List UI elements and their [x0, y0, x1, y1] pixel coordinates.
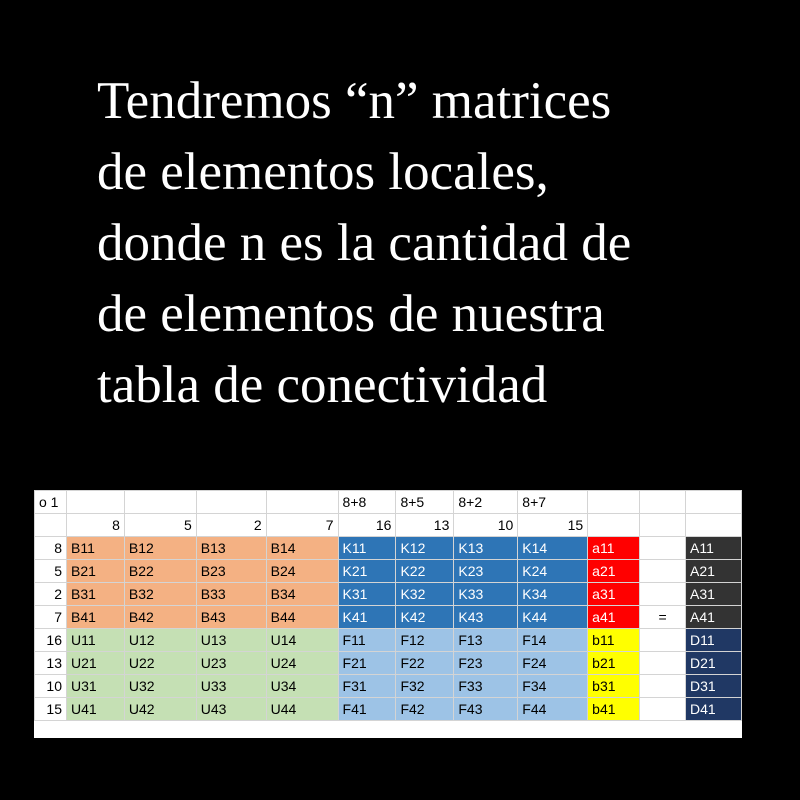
vector-cell: b21 [588, 652, 640, 675]
matrix-cell: K24 [518, 560, 588, 583]
matrix-table [34, 490, 742, 721]
header1-cell: 8+2 [454, 491, 518, 514]
matrix-cell: K23 [454, 560, 518, 583]
result-cell: D21 [686, 652, 742, 675]
header1-cell [588, 491, 640, 514]
row-header: 13 [35, 652, 67, 675]
title-line-3: donde n es la cantidad de [97, 214, 632, 272]
matrix-cell: U24 [266, 652, 338, 675]
matrix-cell: B32 [124, 583, 196, 606]
header1-cell [66, 491, 124, 514]
row-header: 8 [35, 537, 67, 560]
matrix-cell: B43 [196, 606, 266, 629]
vector-cell: b31 [588, 675, 640, 698]
header2-cell: 10 [454, 514, 518, 537]
header1-row [35, 491, 742, 514]
matrix-cell: F13 [454, 629, 518, 652]
spreadsheet [34, 490, 742, 738]
matrix-cell: U23 [196, 652, 266, 675]
matrix-cell: U32 [124, 675, 196, 698]
matrix-cell: B44 [266, 606, 338, 629]
matrix-cell: B22 [124, 560, 196, 583]
header2-cell [35, 514, 67, 537]
table-row [35, 606, 742, 629]
header1-cell [124, 491, 196, 514]
header1-cell [686, 491, 742, 514]
vector-cell: a21 [588, 560, 640, 583]
matrix-cell: U14 [266, 629, 338, 652]
vector-cell: a31 [588, 583, 640, 606]
equals-cell [640, 537, 686, 560]
matrix-cell: F34 [518, 675, 588, 698]
matrix-cell: K31 [338, 583, 396, 606]
header2-cell: 7 [266, 514, 338, 537]
matrix-cell: K11 [338, 537, 396, 560]
matrix-cell: F32 [396, 675, 454, 698]
matrix-cell: B12 [124, 537, 196, 560]
matrix-cell: K34 [518, 583, 588, 606]
slide-title [97, 66, 777, 421]
matrix-cell: K44 [518, 606, 588, 629]
vector-cell: a11 [588, 537, 640, 560]
matrix-cell: U42 [124, 698, 196, 721]
matrix-cell: B24 [266, 560, 338, 583]
equals-cell [640, 560, 686, 583]
title-line-5: tabla de conectividad [97, 356, 548, 414]
table-row [35, 698, 742, 721]
matrix-cell: U33 [196, 675, 266, 698]
matrix-cell: U34 [266, 675, 338, 698]
matrix-cell: K14 [518, 537, 588, 560]
matrix-cell: K12 [396, 537, 454, 560]
result-cell: A21 [686, 560, 742, 583]
result-cell: A31 [686, 583, 742, 606]
header1-cell [640, 491, 686, 514]
header2-cell: 5 [124, 514, 196, 537]
matrix-cell: F41 [338, 698, 396, 721]
matrix-cell: F24 [518, 652, 588, 675]
matrix-cell: K22 [396, 560, 454, 583]
matrix-cell: K42 [396, 606, 454, 629]
matrix-cell: B31 [66, 583, 124, 606]
matrix-cell: U31 [66, 675, 124, 698]
matrix-cell: F23 [454, 652, 518, 675]
matrix-cell: F31 [338, 675, 396, 698]
header2-cell [686, 514, 742, 537]
header1-cell: o 1 [35, 491, 67, 514]
vector-cell: b41 [588, 698, 640, 721]
header2-cell: 16 [338, 514, 396, 537]
matrix-cell: F11 [338, 629, 396, 652]
matrix-cell: K32 [396, 583, 454, 606]
header2-cell: 15 [518, 514, 588, 537]
matrix-cell: F22 [396, 652, 454, 675]
equals-cell: = [640, 606, 686, 629]
matrix-cell: F21 [338, 652, 396, 675]
matrix-cell: B34 [266, 583, 338, 606]
result-cell: A11 [686, 537, 742, 560]
row-header: 15 [35, 698, 67, 721]
matrix-cell: F33 [454, 675, 518, 698]
matrix-cell: F14 [518, 629, 588, 652]
equals-cell [640, 652, 686, 675]
row-header: 7 [35, 606, 67, 629]
row-header: 5 [35, 560, 67, 583]
result-cell: D11 [686, 629, 742, 652]
matrix-cell: B23 [196, 560, 266, 583]
table-row [35, 583, 742, 606]
header2-cell: 8 [66, 514, 124, 537]
title-line-1: Tendremos “n” matrices [97, 72, 612, 130]
vector-cell: a41 [588, 606, 640, 629]
matrix-cell: K33 [454, 583, 518, 606]
header1-cell: 8+5 [396, 491, 454, 514]
matrix-cell: U41 [66, 698, 124, 721]
header2-cell [640, 514, 686, 537]
matrix-cell: K13 [454, 537, 518, 560]
table-row [35, 560, 742, 583]
matrix-cell: U13 [196, 629, 266, 652]
matrix-cell: U11 [66, 629, 124, 652]
header2-cell: 2 [196, 514, 266, 537]
matrix-cell: F44 [518, 698, 588, 721]
matrix-cell: F42 [396, 698, 454, 721]
result-cell: D41 [686, 698, 742, 721]
table-row [35, 629, 742, 652]
matrix-cell: B33 [196, 583, 266, 606]
result-cell: D31 [686, 675, 742, 698]
equals-cell [640, 583, 686, 606]
vector-cell: b11 [588, 629, 640, 652]
matrix-cell: U44 [266, 698, 338, 721]
matrix-cell: B13 [196, 537, 266, 560]
matrix-cell: U21 [66, 652, 124, 675]
header2-cell: 13 [396, 514, 454, 537]
matrix-cell: F43 [454, 698, 518, 721]
header1-cell: 8+8 [338, 491, 396, 514]
matrix-cell: U22 [124, 652, 196, 675]
header2-row [35, 514, 742, 537]
header1-cell: 8+7 [518, 491, 588, 514]
row-header: 2 [35, 583, 67, 606]
table-row [35, 537, 742, 560]
matrix-cell: B14 [266, 537, 338, 560]
matrix-cell: B11 [66, 537, 124, 560]
equals-cell [640, 675, 686, 698]
matrix-cell: K43 [454, 606, 518, 629]
table-row [35, 652, 742, 675]
header1-cell [266, 491, 338, 514]
title-line-4: de elementos de nuestra [97, 285, 605, 343]
matrix-cell: F12 [396, 629, 454, 652]
row-header: 16 [35, 629, 67, 652]
matrix-cell: K41 [338, 606, 396, 629]
table-row [35, 675, 742, 698]
matrix-cell: U43 [196, 698, 266, 721]
matrix-cell: U12 [124, 629, 196, 652]
equals-cell [640, 629, 686, 652]
title-line-2: de elementos locales, [97, 143, 549, 201]
header2-cell [588, 514, 640, 537]
matrix-cell: K21 [338, 560, 396, 583]
equals-cell [640, 698, 686, 721]
matrix-cell: B41 [66, 606, 124, 629]
matrix-cell: B21 [66, 560, 124, 583]
matrix-cell: B42 [124, 606, 196, 629]
header1-cell [196, 491, 266, 514]
result-cell: A41 [686, 606, 742, 629]
row-header: 10 [35, 675, 67, 698]
